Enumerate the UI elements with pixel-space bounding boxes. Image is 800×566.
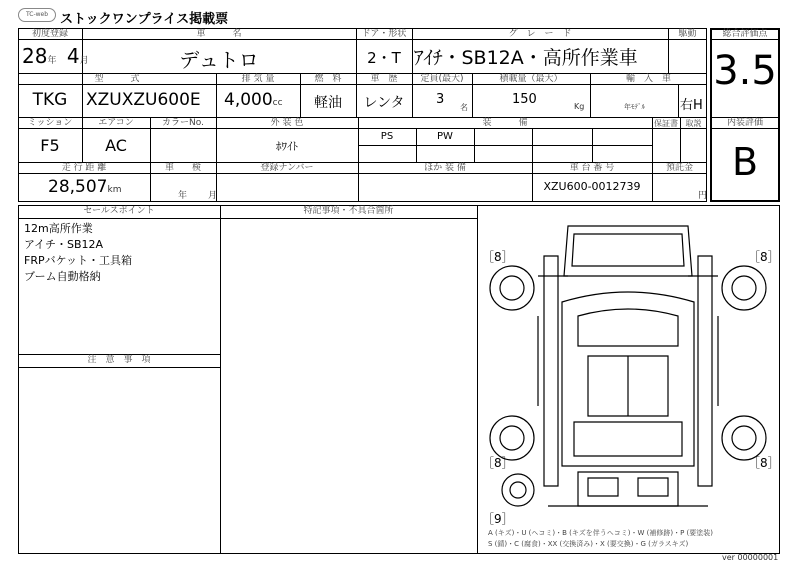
reg-year [22,44,89,68]
label-fuel: 燃 料 [314,74,342,84]
load-value: 150 [512,92,537,107]
overall-score-value: 3.5 [713,48,777,94]
insp-month: 月 [208,191,218,201]
bracket-bottom-left: ［8］ [482,456,514,470]
interior-score-value: B [731,140,759,184]
label-mission: ミッション [27,118,73,128]
label-interior-score: 内装評価 [726,118,763,128]
legend-line-2: S (錆)・C (腐食)・XX (交換済み)・X (要交換)・G (ガラスキズ) [488,540,689,548]
fuel-value: 軽油 [314,95,342,111]
label-first-reg: 初度登録 [31,29,68,39]
model-prefix-value: TKG [32,90,68,110]
list-item: アイチ・SB12A [24,238,104,251]
logo [18,8,56,22]
spare-tire [502,474,534,506]
label-sales-points: セールスポイント [83,206,155,216]
mission-value: F5 [40,136,60,155]
document-title: ストックワンプライス掲載票 [60,12,229,27]
equip-pw: PW [437,131,453,142]
chassis-no-value: XZU600-0012739 [543,180,641,193]
aircon-value: AC [105,136,127,155]
label-manual: 取説 [685,119,702,128]
label-chassis-no: 車 台 番 号 [569,163,615,173]
label-deposit: 預託金 [665,163,693,173]
label-car-name: 車 名 [196,29,242,39]
list-item: 12m高所作業 [24,222,93,235]
wheel-front-left [490,266,534,310]
label-inspection: 車 検 [164,163,201,173]
load-unit: Kg [574,102,585,111]
bracket-top-right: ［8］ [748,250,780,264]
label-caution: 注 意 事 項 [87,355,151,365]
version-label: ver 00000001 [722,553,779,562]
label-notes: 特記事項・不具合箇所 [303,206,394,216]
ext-color-value: ﾎﾜｲﾄ [276,140,298,153]
steering-value: 右H [680,98,703,113]
label-model: 型 式 [94,74,140,84]
label-import: 輸 入 車 [625,74,671,84]
label-warranty: 保証書 [654,119,678,128]
list-item: ブーム自動格納 [24,270,101,283]
wheel-front-right [722,266,766,310]
equip-ps: PS [380,131,394,142]
bracket-bottom: ［9］ [482,512,514,526]
grade-value: ｱｲﾁ・SB12A・高所作業車 [414,47,638,69]
deposit-unit: 円 [698,191,708,201]
list-item: FRPバケット・工具箱 [24,254,133,267]
door-shape-value: 2・T [367,49,401,67]
label-overall-score: 総合評価点 [722,29,768,39]
sales-points-list [24,221,132,285]
year-unit: 年 [47,56,57,66]
month-unit: 月 [79,56,89,66]
label-drive: 駆動 [678,29,697,39]
insp-year: 年 [178,191,188,201]
vehicle-damage-diagram [478,206,779,536]
label-door: ドア・形状 [361,29,407,39]
model-value: XZUXZU600E [86,90,201,110]
capacity-unit: 名 [460,103,468,112]
displacement-value [224,90,283,110]
label-other-equipment: ほか 装 備 [424,163,466,173]
label-displacement: 排 気 量 [241,74,275,84]
label-mileage: 走 行 距 離 [61,163,107,173]
label-ext-color: 外 装 色 [270,118,304,128]
car-name-value: デュトロ [179,48,259,72]
label-capacity: 定員(最大) [420,74,464,84]
label-load: 積載量（最大） [499,74,563,84]
mileage-value [48,177,121,197]
mileage-unit: km [107,185,122,195]
year-value: 28 [22,44,48,68]
displacement-number: 4,000 [224,90,273,110]
year-model-label: 年ﾓﾃﾞﾙ [624,103,645,111]
history-value: レンタ [363,95,405,111]
label-reg-number: 登録ナンバー [260,163,314,173]
label-equipment: 装 備 [482,118,528,128]
label-history: 車 歴 [370,74,398,84]
label-aircon: エアコン [98,118,134,128]
month-value: 4 [66,44,80,68]
logo-text: TC-web [25,11,49,18]
bracket-top-left: ［8］ [482,250,514,264]
label-grade: グ レ ー ド [508,29,572,39]
mileage-number: 28,507 [48,177,108,197]
legend-line-1: A (キズ)・U (ヘコミ)・B (キズを伴うヘコミ)・W (補修跡)・P (要塗装) [488,529,714,537]
capacity-value: 3 [436,92,445,107]
displacement-unit: cc [272,98,283,108]
bracket-bottom-right: ［8］ [748,456,780,470]
label-color-no: カラーNo. [162,118,204,128]
